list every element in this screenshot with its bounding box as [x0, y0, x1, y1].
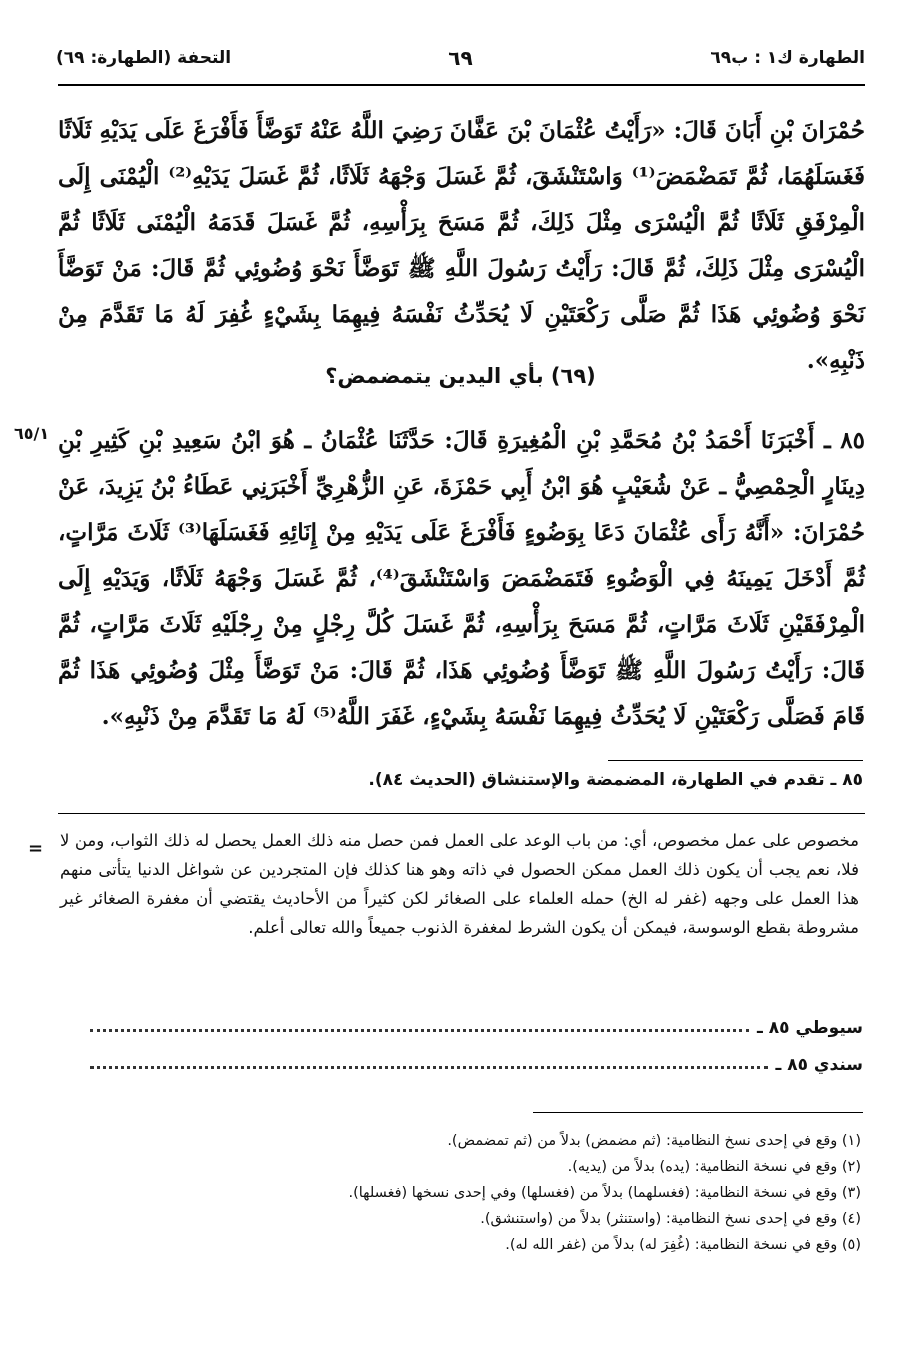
footnote: (٤) وقع في إحدى نسخ النظامية: (واستنثر) بدلاً من (واستنشق).: [480, 1211, 861, 1227]
footnote: (٣) وقع في نسخة النظامية: (فغسلهما) بدلاً من (فغسلها) وفي إحدى نسخها (فغسلها).: [348, 1185, 861, 1201]
header-chapter-ref: الطهارة ك١ : ب٦٩: [710, 48, 865, 68]
takhrij-note: ٨٥ ـ تقدم في الطهارة، المضمضة والإستنشاق (الحديث ٨٤).: [368, 770, 863, 790]
header-rule: [58, 84, 865, 86]
footnote-rule: [533, 1112, 863, 1113]
footnote: (٢) وقع في نسخة النظامية: (يده) بدلاً من (يديه).: [567, 1159, 861, 1175]
commentary-label: سيوطي ٨٥ ـ: [757, 1018, 863, 1038]
commentary-text: [60, 826, 859, 942]
commentary-rule: [58, 813, 865, 814]
page-number: ٦٩: [448, 46, 473, 70]
hadith-text: حُمْرَانَ بْنِ أَبَانَ قَالَ: «رَأَيْتُ عُثْمَانَ بْنَ عَفَّانَ رَضِيَ اللَّهُ عَنْهُ تَوَضَّأَ فَأَفْرَغَ عَلَى يَدَيْهِ ثَلَاثًا فَغَسَلَهُمَا، ثُمَّ تَمَضْمَضَ⁽¹⁾ وَاسْتَنْشَقَ، ثُمَّ غَسَلَ وَجْهَهُ ثَلَاثًا، ثُمَّ غَسَلَ يَدَيْهِ⁽²⁾ الْيُمْنَى إِلَى الْمِرْفَقِ ثَلَاثًا ثُمَّ الْيُسْرَى مِثْلَ ذَلِكَ، ثُمَّ مَسَحَ بِرَأْسِهِ، ثُمَّ غَسَلَ قَدَمَهُ الْيُمْنَى ثَلَاثًا ثُمَّ الْيُسْرَى مِثْلَ ذَلِكَ، ثُمَّ قَالَ: رَأَيْتُ رَسُولَ اللَّهِ ﷺ تَوَضَّأَ نَحْوَ وُضُوئِي ثُمَّ قَالَ: مَنْ تَوَضَّأَ نَحْوَ وُضُوئِي هَذَا ثُمَّ صَلَّى رَكْعَتَيْنِ لَا يُحَدِّثُ نَفْسَهُ فِيهِمَا بِشَيْءٍ غُفِرَ لَهُ مَا تَقَدَّمَ مِنْ ذَنْبِهِ».: [58, 117, 865, 374]
margin-reference: ٦٥/١: [14, 424, 50, 443]
commentary-paragraph: مخصوص على عمل مخصوص، أي: من باب الوعد على العمل فمن حصل منه ذلك العمل يحصل له ذلك الثواب، ومن لا فلا، نعم يجب أن يكون ذلك العمل ممكن الحصول في ذاته وهو هنا كذلك فإن المتجردين عن شواغل الدنيا يتأتى منهم هذا العمل على وجهه (غفر له الخ) حمله العلماء على الصغائر لكن كثيراً من الأحاديث يقتضي أن مغفرة الصغائر غير مشروطة بقطع الوسوسة، فيمكن أن يكون الشرط لمغفرة الذنوب جميعاً والله تعالى أعلم.: [60, 831, 859, 937]
dotted-leader: [90, 1065, 768, 1069]
continuation-mark: =: [28, 838, 44, 859]
hadith-84-continuation: [58, 108, 865, 384]
hadith-85: [58, 418, 865, 740]
note-rule: [608, 760, 863, 761]
footnotes: [60, 1128, 861, 1258]
commentary-label: سندي ٨٥ ـ: [775, 1055, 863, 1075]
header-book-ref: التحفة (الطهارة: ٦٩): [56, 48, 232, 68]
commentary-sindi: [90, 1055, 863, 1075]
chapter-heading: (٦٩) بأي اليدين يتمضمض؟: [325, 364, 596, 388]
page-header: [56, 44, 865, 74]
commentary-suyuti: [90, 1018, 863, 1038]
footnote: (٥) وقع في نسخة النظامية: (غُفِرَ له) بدلاً من (غفر الله له).: [505, 1237, 861, 1253]
footnote: (١) وقع في إحدى نسخ النظامية: (ثم مضمض) بدلاً من (ثم تمضمض).: [447, 1133, 861, 1149]
hadith-text: ٨٥ ـ أَخْبَرَنَا أَحْمَدُ بْنُ مُحَمَّدِ بْنِ الْمُغِيرَةِ قَالَ: حَدَّثَنَا عُثْمَانُ ـ هُوَ ابْنُ سَعِيدِ بْنِ كَثِيرِ بْنِ دِينَارٍ الْحِمْصِيُّ ـ عَنْ شُعَيْبٍ هُوَ ابْنُ أَبِي حَمْزَةَ، عَنِ الزُّهْرِيِّ أَخْبَرَنِي عَطَاءُ بْنُ يَزِيدَ، عَنْ حُمْرَانَ: «أَنَّهُ رَأَى عُثْمَانَ دَعَا بِوَضُوءٍ فَأَفْرَغَ عَلَى يَدَيْهِ مِنْ إِنَائِهِ فَغَسَلَهَا⁽³⁾ ثَلَاثَ مَرَّاتٍ، ثُمَّ أَدْخَلَ يَمِينَهُ فِي الْوَضُوءِ فَتَمَضْمَضَ وَاسْتَنْشَقَ⁽⁴⁾، ثُمَّ غَسَلَ وَجْهَهُ ثَلَاثًا، وَيَدَيْهِ إِلَى الْمِرْفَقَيْنِ ثَلَاثَ مَرَّاتٍ، ثُمَّ مَسَحَ بِرَأْسِهِ، ثُمَّ غَسَلَ كُلَّ رِجْلٍ مِنْ رِجْلَيْهِ ثَلَاثَ مَرَّاتٍ، ثُمَّ قَالَ: رَأَيْتُ رَسُولَ اللَّهِ ﷺ تَوَضَّأَ وُضُوئِي هَذَا، ثُمَّ قَالَ: مَنْ تَوَضَّأَ مِثْلَ وُضُوئِي هَذَا ثُمَّ قَامَ فَصَلَّى رَكْعَتَيْنِ لَا يُحَدِّثُ فِيهِمَا نَفْسَهُ بِشَيْءٍ، غَفَرَ اللَّهُ⁽⁵⁾ لَهُ مَا تَقَدَّمَ مِنْ ذَنْبِهِ».: [58, 427, 865, 730]
dotted-leader: [90, 1028, 749, 1032]
